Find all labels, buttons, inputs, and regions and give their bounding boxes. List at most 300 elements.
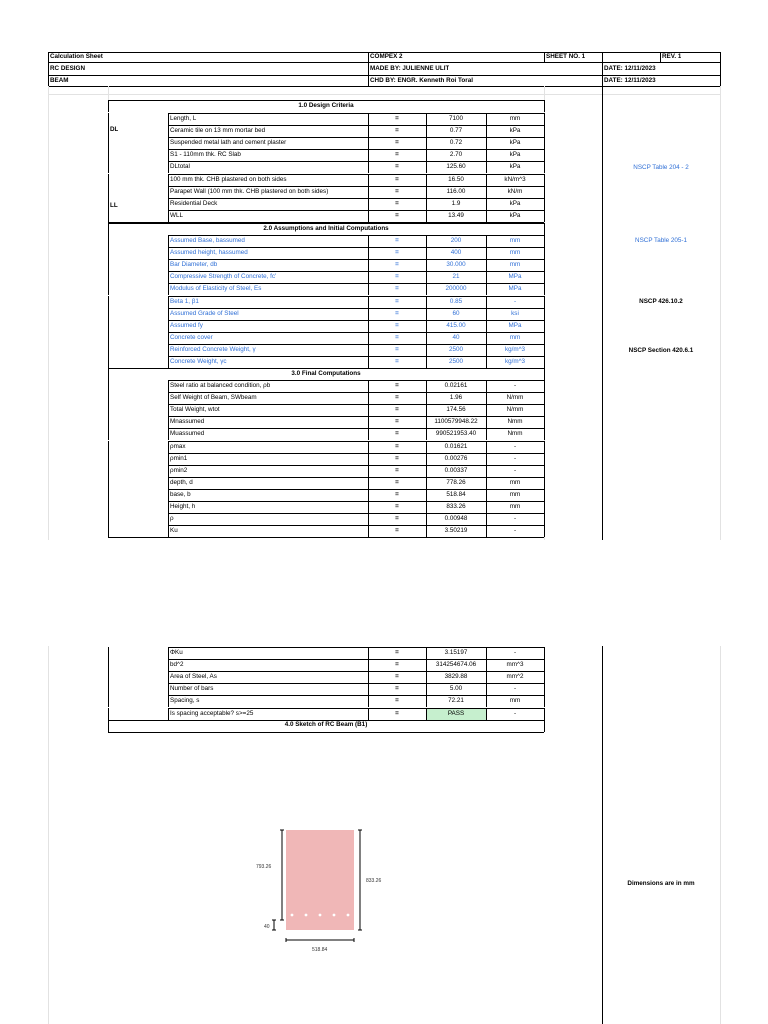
row-border <box>108 537 544 538</box>
column-border <box>108 174 109 186</box>
row-description: Spacing, s <box>170 697 200 705</box>
column-border <box>168 392 169 404</box>
row-equals: = <box>395 382 399 389</box>
column-border <box>108 416 109 428</box>
row-description: Height, h <box>170 503 196 510</box>
row-value: 833.26 <box>446 503 466 510</box>
cover-label: 40 <box>264 924 270 930</box>
column-border <box>108 368 109 380</box>
row-border <box>168 186 544 187</box>
row-value: 7100 <box>448 115 463 122</box>
row-equals: = <box>395 697 399 705</box>
row-description: depth, d <box>170 478 193 486</box>
column-border <box>168 125 169 137</box>
column-border <box>168 174 169 186</box>
row-value: 0.85 <box>449 297 463 305</box>
section-1-title: 1.0 Design Criteria <box>298 102 354 109</box>
column-border <box>168 332 169 344</box>
column-border <box>544 392 545 404</box>
row-equals: = <box>395 709 399 717</box>
row-border <box>168 501 544 502</box>
row-border <box>168 296 544 297</box>
row-value: 518.84 <box>446 490 466 498</box>
row-description: Ceramic tile on 13 mm mortar bed <box>170 127 266 135</box>
row-unit: kPa <box>509 199 521 207</box>
row-value: 60 <box>452 309 460 317</box>
row-equals: = <box>395 515 399 523</box>
column-border <box>108 332 109 344</box>
row-description: Modulus of Elasticity of Steel, Es <box>170 285 262 293</box>
column-border <box>168 489 169 501</box>
checked-by: CHD BY: ENGR. Kenneth Roi Toral <box>370 77 473 84</box>
row-description: base, b <box>170 490 191 498</box>
row-value: 0.02161 <box>444 382 468 389</box>
row-value: 1.9 <box>451 199 461 207</box>
row-value: 0.72 <box>449 139 463 147</box>
row-equals: = <box>395 406 399 414</box>
column-border <box>168 453 169 465</box>
column-border <box>544 453 545 465</box>
row-border <box>168 525 544 526</box>
column-border <box>108 695 109 707</box>
row-value: 0.00276 <box>444 454 468 462</box>
column-border <box>168 695 169 707</box>
column-border <box>544 416 545 428</box>
column-border <box>108 198 109 210</box>
row-unit: N/mm <box>506 394 524 402</box>
column-border <box>544 356 545 368</box>
row-equals: = <box>395 478 399 486</box>
row-description: Assumed Grade of Steel <box>170 309 239 317</box>
row-description: Suspended metal lath and cement plaster <box>170 139 287 147</box>
row-equals: = <box>395 309 399 317</box>
row-unit: kPa <box>509 151 521 159</box>
column-border <box>108 683 109 695</box>
row-border <box>168 708 544 709</box>
row-border <box>168 416 544 417</box>
column-border <box>544 671 545 683</box>
row-value: PASS <box>447 709 465 717</box>
row-value: 0.00337 <box>444 466 468 474</box>
row-equals: = <box>395 297 399 305</box>
column-border <box>108 659 109 671</box>
row-equals: = <box>395 321 399 329</box>
row-border <box>168 125 544 126</box>
row-border <box>168 149 544 150</box>
row-unit: mm <box>509 490 521 498</box>
row-value: 0.01621 <box>444 442 468 450</box>
depth-label: 793.26 <box>256 864 272 870</box>
column-border <box>108 501 109 513</box>
row-border <box>108 368 544 369</box>
row-border <box>168 283 544 284</box>
column-border <box>108 708 109 720</box>
column-border <box>544 283 545 295</box>
row-unit: mm <box>509 249 521 257</box>
ll-label: LL <box>110 202 118 209</box>
row-unit: - <box>513 709 517 717</box>
row-equals: = <box>395 345 399 353</box>
rebar <box>347 914 350 917</box>
column-border <box>544 659 545 671</box>
row-unit: kg/m^3 <box>504 345 526 353</box>
row-description: S1 - 110mm thk. RC Slab <box>170 151 241 159</box>
row-unit: kPa <box>509 139 521 147</box>
column-border <box>544 320 545 332</box>
column-border <box>168 659 169 671</box>
column-border <box>544 720 545 732</box>
row-description: Is spacing acceptable? s>=25 <box>170 709 254 717</box>
row-value: 0.77 <box>449 127 463 135</box>
row-unit: MPa <box>508 273 522 281</box>
row-equals: = <box>395 333 399 341</box>
row-description: Compressive Strength of Concrete, fc' <box>170 273 277 281</box>
column-border <box>544 210 545 222</box>
row-equals: = <box>395 490 399 498</box>
column-border <box>108 149 109 161</box>
row-description: ρmin2 <box>170 466 188 474</box>
row-unit: Nmm <box>507 418 523 426</box>
column-border <box>544 501 545 513</box>
column-border <box>108 161 109 173</box>
row-description: Residential Deck <box>170 199 218 207</box>
row-unit: mm <box>509 237 521 244</box>
column-border <box>544 125 545 137</box>
row-border <box>168 453 544 454</box>
row-border <box>168 477 544 478</box>
column-border <box>108 308 109 320</box>
column-border <box>168 259 169 271</box>
column-border <box>108 356 109 368</box>
row-description: ρmax <box>170 442 186 450</box>
column-border <box>544 683 545 695</box>
column-border <box>544 137 545 149</box>
column-border <box>168 296 169 308</box>
row-equals: = <box>395 418 399 426</box>
row-border <box>168 344 544 345</box>
column-border <box>108 100 109 112</box>
row-equals: = <box>395 273 399 281</box>
column-border <box>544 368 545 380</box>
column-border <box>544 477 545 489</box>
row-border <box>168 428 544 429</box>
base-label: 518.84 <box>312 947 328 953</box>
row-unit: mm <box>509 503 521 510</box>
row-unit: MPa <box>508 285 522 293</box>
row-description: 100 mm thk. CHB plastered on both sides <box>170 175 287 183</box>
row-equals: = <box>395 115 399 122</box>
row-unit: ksi <box>511 309 519 317</box>
column-border <box>108 404 109 416</box>
row-unit: mm <box>509 697 521 705</box>
row-value: 13.49 <box>448 211 464 219</box>
column-border <box>544 380 545 392</box>
row-border <box>168 320 544 321</box>
row-unit: - <box>513 297 517 305</box>
row-value: 314254674.06 <box>435 661 477 669</box>
row-equals: = <box>395 685 399 693</box>
column-border <box>544 308 545 320</box>
row-description: Concrete Weight, γc <box>170 358 227 365</box>
column-border <box>168 465 169 477</box>
column-border <box>544 198 545 210</box>
row-border <box>168 659 544 660</box>
row-description: Self Weight of Beam, SWbeam <box>170 394 257 402</box>
column-border <box>108 465 109 477</box>
row-equals: = <box>395 454 399 462</box>
column-border <box>108 489 109 501</box>
column-border <box>168 404 169 416</box>
row-unit: N/mm <box>506 406 524 414</box>
column-border <box>108 671 109 683</box>
row-description: bd^2 <box>170 661 184 669</box>
row-border <box>168 489 544 490</box>
column-border <box>544 174 545 186</box>
column-border <box>168 477 169 489</box>
column-border <box>168 683 169 695</box>
sheet-number: SHEET NO. 1 <box>546 53 586 60</box>
row-border <box>168 235 544 236</box>
column-border <box>544 441 545 453</box>
column-border <box>544 235 545 247</box>
row-unit: - <box>513 466 517 474</box>
column-border <box>108 441 109 453</box>
row-border <box>168 404 544 405</box>
row-description: Assumed Base, bassumed <box>170 237 245 244</box>
row-unit: kg/m^3 <box>504 358 526 365</box>
row-value: 21 <box>452 273 460 281</box>
column-border <box>168 308 169 320</box>
row-unit: mm <box>509 115 521 122</box>
row-unit: - <box>513 685 517 693</box>
row-unit: kPa <box>509 211 521 219</box>
column-border <box>168 428 169 440</box>
row-description: ρmin1 <box>170 454 188 462</box>
column-border <box>168 210 169 222</box>
row-value: 125.60 <box>446 163 466 171</box>
row-border <box>168 247 544 248</box>
column-border <box>168 441 169 453</box>
row-border <box>168 308 544 309</box>
column-border <box>168 247 169 259</box>
note-nscp-426: NSCP 426.10.2 <box>639 298 683 305</box>
row-unit: MPa <box>508 321 522 329</box>
row-equals: = <box>395 237 399 244</box>
row-value: 1.96 <box>449 394 463 402</box>
column-border <box>544 428 545 440</box>
column-border <box>168 647 169 659</box>
row-border <box>168 198 544 199</box>
column-border <box>108 259 109 271</box>
row-unit: - <box>513 442 517 450</box>
row-value: 40 <box>452 333 460 341</box>
note-nscp-205: NSCP Table 205-1 <box>635 237 687 244</box>
row-border <box>168 513 544 514</box>
row-value: 2.70 <box>449 151 463 159</box>
design-type: RC DESIGN <box>50 65 85 72</box>
column-border <box>544 489 545 501</box>
column-border <box>168 283 169 295</box>
column-border <box>168 525 169 537</box>
column-border <box>108 320 109 332</box>
revision: REV. 1 <box>662 53 682 60</box>
row-value: 30.000 <box>446 261 466 269</box>
column-border <box>168 356 169 368</box>
column-border <box>168 501 169 513</box>
row-description: ΦKu <box>170 649 183 656</box>
row-border <box>168 259 544 260</box>
column-border <box>544 186 545 198</box>
column-border <box>108 392 109 404</box>
row-value: 3.15197 <box>444 649 468 656</box>
row-unit: mm <box>509 478 521 486</box>
column-border <box>168 198 169 210</box>
row-equals: = <box>395 139 399 147</box>
column-border <box>168 708 169 720</box>
column-border <box>108 235 109 247</box>
row-value: 990521953.40 <box>435 430 477 438</box>
row-unit: - <box>513 454 517 462</box>
row-border <box>168 137 544 138</box>
row-value: 200 <box>450 237 462 244</box>
column-border <box>108 513 109 525</box>
row-border <box>108 223 544 224</box>
row-equals: = <box>395 527 399 535</box>
column-border <box>602 86 603 540</box>
row-equals: = <box>395 163 399 171</box>
row-border <box>168 210 544 211</box>
row-value: 400 <box>450 249 462 257</box>
column-border <box>544 404 545 416</box>
row-value: 3.50219 <box>444 527 468 535</box>
column-border <box>108 344 109 356</box>
row-border <box>168 332 544 333</box>
row-equals: = <box>395 430 399 438</box>
column-border <box>544 513 545 525</box>
row-equals: = <box>395 661 399 669</box>
dl-label: DL <box>110 126 119 133</box>
row-border <box>108 100 544 101</box>
row-description: Steel ratio at balanced condition, ρb <box>170 382 271 389</box>
row-description: Ku <box>170 527 178 535</box>
row-border <box>108 732 544 733</box>
row-description: Parapet Wall (100 mm thk. CHB plastered on both sides) <box>170 187 329 195</box>
column-border <box>168 344 169 356</box>
column-border <box>544 149 545 161</box>
row-equals: = <box>395 649 399 656</box>
height-label: 833.26 <box>366 878 382 884</box>
row-border <box>168 380 544 381</box>
rebar <box>333 914 336 917</box>
row-unit: - <box>513 382 517 389</box>
column-border <box>544 695 545 707</box>
column-border <box>168 513 169 525</box>
column-border <box>108 283 109 295</box>
column-border <box>168 271 169 283</box>
column-border <box>544 525 545 537</box>
column-border <box>108 137 109 149</box>
row-unit: kPa <box>509 127 521 135</box>
column-border <box>108 223 109 235</box>
row-equals: = <box>395 249 399 257</box>
row-border <box>168 356 544 357</box>
row-unit: mm <box>509 333 521 341</box>
column-border <box>544 161 545 173</box>
row-border <box>168 271 544 272</box>
rebar <box>305 914 308 917</box>
column-border <box>168 113 169 125</box>
row-value: 72.21 <box>448 697 464 705</box>
section-3-title: 3.0 Final Computations <box>291 370 361 377</box>
row-value: 415.00 <box>446 321 466 329</box>
column-border <box>544 271 545 283</box>
column-border <box>602 646 603 1024</box>
row-border <box>168 392 544 393</box>
column-border <box>168 137 169 149</box>
row-description: WLL <box>170 211 183 219</box>
row-value: 0.00948 <box>444 515 468 523</box>
row-description: Length, L <box>170 115 197 122</box>
column-border <box>108 113 109 125</box>
column-border <box>108 428 109 440</box>
column-border <box>108 271 109 283</box>
row-border <box>168 161 544 162</box>
row-value: 3829.88 <box>444 673 468 681</box>
column-border <box>108 210 109 222</box>
row-border <box>168 695 544 696</box>
row-border <box>168 683 544 684</box>
row-equals: = <box>395 211 399 219</box>
row-border <box>168 174 544 175</box>
row-equals: = <box>395 442 399 450</box>
row-equals: = <box>395 285 399 293</box>
date-made: DATE: 12/11/2023 <box>604 65 656 72</box>
row-description: Total Weight, wtot <box>170 406 220 414</box>
row-border <box>168 671 544 672</box>
column-border <box>168 186 169 198</box>
made-by: MADE BY: JULIENNE ULIT <box>370 65 450 72</box>
row-equals: = <box>395 394 399 402</box>
column-border <box>108 186 109 198</box>
row-value: 200000 <box>445 285 467 293</box>
row-value: 778.26 <box>446 478 466 486</box>
row-description: Muassumed <box>170 430 205 438</box>
row-description: ρ <box>170 515 174 523</box>
row-border <box>168 465 544 466</box>
note-nscp-420: NSCP Section 420.6.1 <box>628 347 694 354</box>
row-unit: kPa <box>509 163 521 171</box>
calc-sheet-title: Calculation Sheet <box>50 53 103 60</box>
section-4-title: 4.0 Sketch of RC Beam (B1) <box>284 721 368 728</box>
column-border <box>168 149 169 161</box>
row-unit: - <box>513 515 517 523</box>
row-description: Number of bars <box>170 685 214 693</box>
row-description: Beta 1, β1 <box>170 297 199 305</box>
note-dimensions: Dimensions are in mm <box>627 880 695 887</box>
column-border <box>108 125 109 137</box>
column-border <box>544 296 545 308</box>
column-border <box>544 247 545 259</box>
column-border <box>108 380 109 392</box>
row-value: 5.00 <box>449 685 463 693</box>
row-equals: = <box>395 175 399 183</box>
project-name: COMPEX 2 <box>370 53 403 60</box>
row-equals: = <box>395 151 399 159</box>
row-equals: = <box>395 127 399 135</box>
row-equals: = <box>395 358 399 365</box>
row-equals: = <box>395 261 399 269</box>
column-border <box>544 113 545 125</box>
